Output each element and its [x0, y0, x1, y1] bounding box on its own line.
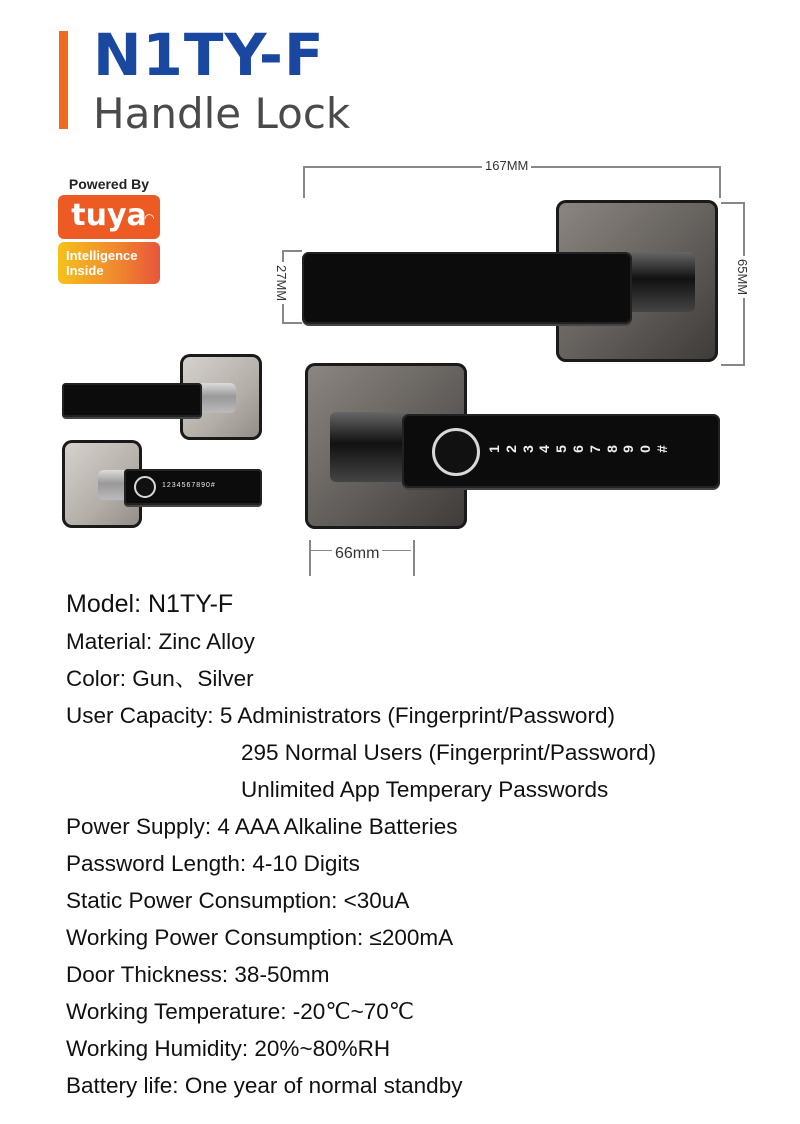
- spec-label: Power Supply:: [66, 814, 212, 839]
- lever-height-dimension-label: 27MM: [274, 262, 289, 304]
- spec-value: 20%~80%RH: [254, 1036, 391, 1061]
- tuya-badge: [58, 176, 160, 284]
- key-hash: #: [653, 445, 670, 453]
- spec-value: Unlimited App Temperary Passwords: [241, 777, 609, 802]
- key-1: 1: [485, 445, 502, 453]
- key-7: 7: [586, 445, 603, 453]
- lever-neck: [196, 383, 236, 413]
- lever-handle: [302, 252, 632, 324]
- spec-label: Password Length:: [66, 851, 247, 876]
- spec-static-power: [66, 882, 656, 919]
- spec-model: [66, 585, 656, 623]
- wifi-icon: ◠: [144, 211, 154, 225]
- spec-label: Working Power Consumption:: [66, 925, 364, 950]
- spec-label: Material:: [66, 629, 153, 654]
- spec-label: User Capacity:: [66, 703, 214, 728]
- length-dimension-label: 167MM: [482, 158, 531, 173]
- rose-width-dimension-label: 66mm: [332, 545, 382, 563]
- spec-user-capacity-cont-2: [66, 771, 656, 808]
- spec-working-temperature: [66, 993, 656, 1030]
- spec-value: 38-50mm: [234, 962, 330, 987]
- key-5: 5: [553, 445, 570, 453]
- key-2: 2: [502, 445, 519, 453]
- keypad: [485, 441, 670, 457]
- key-9: 9: [620, 445, 637, 453]
- spec-value: 4-10 Digits: [252, 851, 360, 876]
- spec-label: Battery life:: [66, 1073, 179, 1098]
- tagline-line-2: Inside: [66, 263, 104, 278]
- spec-door-thickness: [66, 956, 656, 993]
- spec-password-length: [66, 845, 656, 882]
- spec-value: 295 Normal Users (Fingerprint/Password): [241, 740, 657, 765]
- intelligence-inside-label: [58, 242, 160, 284]
- tuya-brand-text: tuya: [71, 198, 147, 233]
- spec-value: N1TY-F: [148, 590, 234, 618]
- spec-battery-life: [66, 1067, 656, 1104]
- spec-working-power: [66, 919, 656, 956]
- spec-label: Model:: [66, 590, 142, 618]
- spec-value: ≤200mA: [369, 925, 454, 950]
- product-subtitle: Handle Lock: [93, 89, 351, 138]
- key-0: 0: [637, 445, 654, 453]
- tagline-line-1: Intelligence: [66, 248, 138, 263]
- spec-value: One year of normal standby: [184, 1073, 463, 1098]
- keypad-digits: 1234567890#: [162, 482, 216, 489]
- key-4: 4: [536, 445, 553, 453]
- rose-height-dimension-label: 65MM: [735, 256, 750, 298]
- powered-by-label: Powered By: [68, 176, 150, 192]
- lever-handle: [62, 383, 202, 417]
- spec-value: Zinc Alloy: [158, 629, 255, 654]
- spec-value: <30uA: [343, 888, 410, 913]
- spec-label: Color:: [66, 666, 127, 691]
- key-6: 6: [569, 445, 586, 453]
- accent-bar: [59, 31, 68, 129]
- spec-user-capacity-cont-1: [66, 734, 656, 771]
- fingerprint-sensor-icon: [432, 428, 480, 476]
- spec-value: Gun、Silver: [132, 666, 254, 691]
- fingerprint-sensor-icon: [134, 476, 156, 498]
- spec-label: Static Power Consumption:: [66, 888, 338, 913]
- spec-value: 4 AAA Alkaline Batteries: [217, 814, 458, 839]
- key-3: 3: [519, 445, 536, 453]
- spec-color: [66, 660, 656, 697]
- spec-label: Working Temperature:: [66, 999, 287, 1024]
- key-8: 8: [603, 445, 620, 453]
- tuya-logo: [58, 195, 160, 239]
- spec-power-supply: [66, 808, 656, 845]
- spec-list: [66, 585, 656, 1104]
- spec-value: 5 Administrators (Fingerprint/Password): [219, 703, 615, 728]
- spec-material: [66, 623, 656, 660]
- spec-user-capacity: [66, 697, 656, 734]
- product-title: N1TY-F: [93, 21, 325, 89]
- spec-label: Door Thickness:: [66, 962, 229, 987]
- spec-value: -20℃~70℃: [292, 999, 415, 1024]
- spec-label: Working Humidity:: [66, 1036, 249, 1061]
- spec-working-humidity: [66, 1030, 656, 1067]
